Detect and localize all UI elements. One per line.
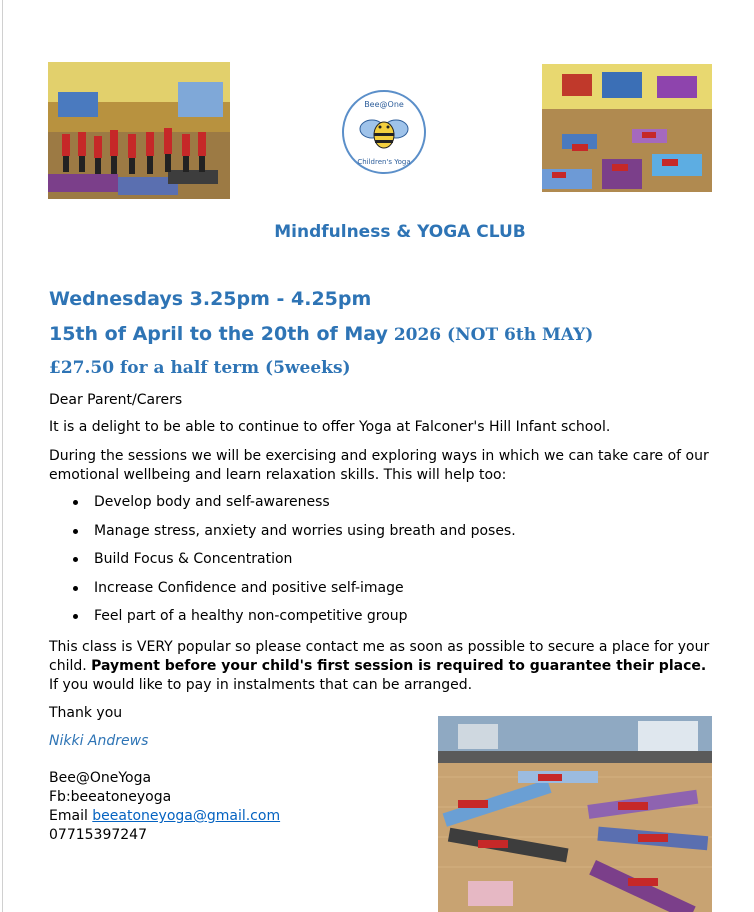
photo-children-standing-yoga bbox=[48, 62, 230, 199]
payment-notice: Payment before your child's first session is required to guarantee their place. bbox=[91, 658, 707, 674]
list-item: Build Focus & Concentration bbox=[49, 548, 516, 577]
popular-line-1: This class is VERY popular so please contact me as soon as possible to secure a place for your bbox=[49, 639, 710, 655]
schedule-dates-extra: 2026 (NOT 6th MAY) bbox=[387, 325, 594, 345]
contact-block bbox=[49, 769, 280, 845]
schedule-price: £27.50 for a half term (5weeks) bbox=[49, 358, 351, 378]
photo-children-lying-yoga bbox=[542, 64, 712, 192]
schedule-days-time: Wednesdays 3.25pm - 4.25pm bbox=[49, 288, 372, 310]
sessions-line-1: During the sessions we will be exercising and exploring ways in which we can take care of our bbox=[49, 448, 709, 464]
list-item: Feel part of a healthy non-competitive group bbox=[49, 605, 516, 634]
svg-text:Bee@One: Bee@One bbox=[364, 100, 404, 109]
list-item: Increase Confidence and positive self-image bbox=[49, 577, 516, 606]
bee-at-one-logo bbox=[340, 89, 428, 175]
contact-phone: 07715397247 bbox=[49, 827, 147, 843]
popular-line-2: child. Payment before your child's first session is required to guarantee their place. bbox=[49, 658, 707, 674]
schedule-dates-main: 15th of April to the 20th of May bbox=[49, 323, 388, 345]
schedule-dates bbox=[49, 323, 593, 345]
page-title: Mindfulness & YOGA CLUB bbox=[274, 222, 526, 242]
benefits-list bbox=[49, 491, 516, 634]
page-border bbox=[2, 0, 3, 912]
contact-facebook: Fb:beeatoneyoga bbox=[49, 789, 172, 805]
signature: Nikki Andrews bbox=[49, 733, 149, 749]
thanks: Thank you bbox=[49, 705, 123, 721]
intro-paragraph: It is a delight to be able to continue to offer Yoga at Falconer's Hill Infant school. bbox=[49, 419, 611, 435]
popular-paragraph bbox=[49, 638, 719, 695]
contact-name: Bee@OneYoga bbox=[49, 770, 152, 786]
list-item: Manage stress, anxiety and worries using breath and poses. bbox=[49, 520, 516, 549]
sessions-paragraph bbox=[49, 447, 719, 485]
greeting: Dear Parent/Carers bbox=[49, 392, 183, 408]
sessions-line-2: emotional wellbeing and learn relaxation skills. This will help too: bbox=[49, 467, 507, 483]
svg-text:Children's Yoga: Children's Yoga bbox=[357, 158, 411, 166]
email-link[interactable]: beeatoneyoga@gmail.com bbox=[92, 808, 281, 824]
popular-line-3: If you would like to pay in instalments that can be arranged. bbox=[49, 677, 473, 693]
photo-relaxation-hall bbox=[438, 716, 712, 912]
contact-email-line: Email beeatoneyoga@gmail.com bbox=[49, 808, 281, 824]
list-item: Develop body and self-awareness bbox=[49, 491, 516, 520]
